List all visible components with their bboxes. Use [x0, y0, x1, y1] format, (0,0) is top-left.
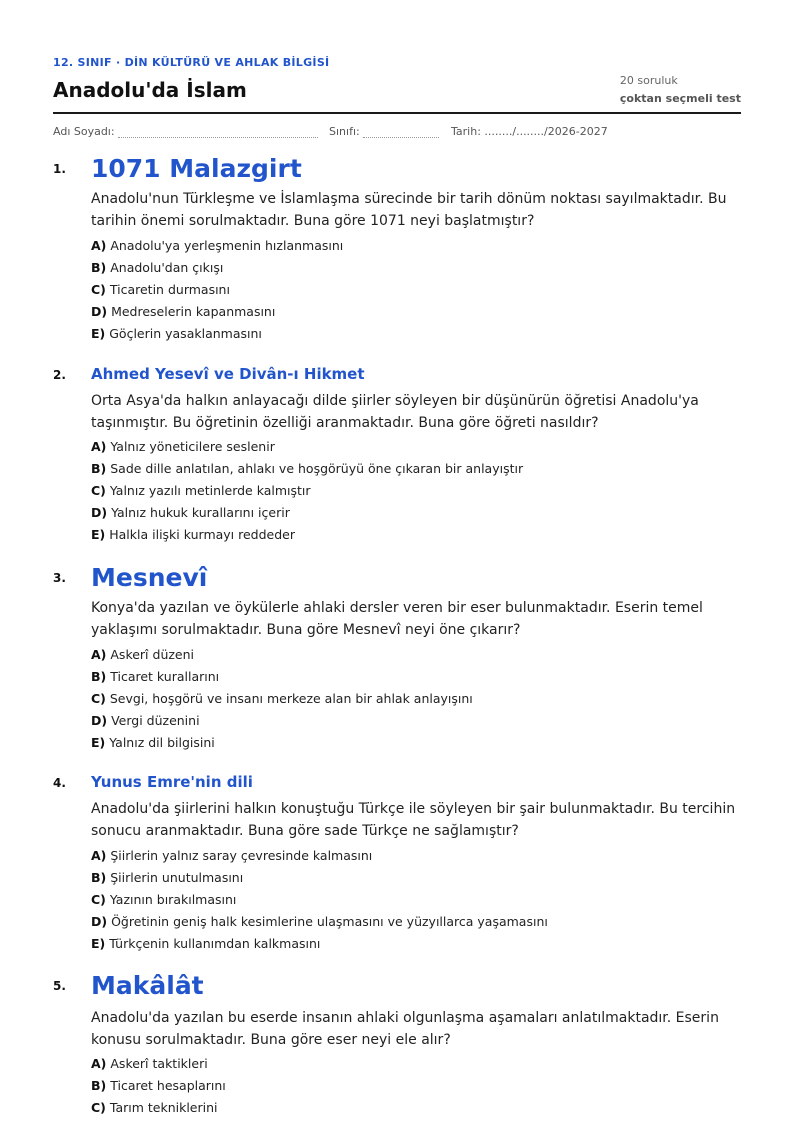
- option-letter: A): [91, 238, 107, 253]
- option-letter: D): [91, 304, 108, 319]
- name-label: Adı Soyadı:: [53, 125, 115, 138]
- option-letter: E): [91, 735, 106, 750]
- option-letter: E): [91, 936, 106, 951]
- option-d[interactable]: [91, 301, 343, 323]
- option-a[interactable]: [91, 235, 343, 257]
- class-dots: [363, 126, 439, 138]
- question-text: Konya'da yazılan ve öykülerle ahlaki dersler veren bir eser bulunmaktadır. Eserin temel yaklaşımı sorulmaktadır. Buna göre Mesnevî neyi öne çıkarır?: [91, 600, 703, 638]
- option-text: Öğretinin geniş halk kesimlerine ulaşmasını ve yüzyıllarca yaşamasını: [111, 914, 548, 929]
- name-field[interactable]: [53, 125, 318, 138]
- option-letter: B): [91, 461, 107, 476]
- option-text: Yalnız yöneticilere seslenir: [110, 439, 275, 454]
- question-title: Yunus Emre'nin dili: [91, 773, 253, 791]
- option-letter: C): [91, 282, 106, 297]
- option-letter: B): [91, 870, 107, 885]
- option-letter: D): [91, 505, 108, 520]
- question-number: 5.: [53, 979, 66, 993]
- option-text: Türkçenin kullanımdan kalkmasını: [109, 936, 321, 951]
- option-text: Yazının bırakılmasını: [109, 892, 237, 907]
- question-text: Orta Asya'da halkın anlayacağı dilde şiirler söyleyen bir düşünürün öğretisi Anadolu'ya taşınmıştır. Bu öğretinin özelliği aranmaktadır. Buna göre öğreti nasıldır?: [91, 393, 699, 431]
- option-a[interactable]: [91, 436, 523, 458]
- option-c[interactable]: [91, 688, 473, 710]
- worksheet-header: [53, 0, 741, 114]
- question-text: Anadolu'da yazılan bu eserde insanın ahlaki olgunlaşma aşamaları anlatılmaktadır. Eserin konusu sorulmaktadır. Buna göre eser neyi ele alır?: [91, 1010, 719, 1048]
- option-text: Sade dille anlatılan, ahlakı ve hoşgörüyü öne çıkaran bir anlayıştır: [110, 461, 524, 476]
- question-number: 3.: [53, 571, 66, 585]
- class-field[interactable]: [329, 125, 439, 138]
- option-letter: A): [91, 647, 107, 662]
- option-a[interactable]: [91, 644, 473, 666]
- option-letter: C): [91, 483, 106, 498]
- question-title: 1071 Malazgirt: [91, 154, 302, 183]
- option-text: Anadolu'dan çıkışı: [110, 260, 224, 275]
- option-list: [91, 436, 523, 546]
- page-title: Anadolu'da İslam: [53, 78, 247, 102]
- option-text: Halkla ilişki kurmayı reddeder: [109, 527, 295, 542]
- date-field[interactable]: Tarih: ......../......../2026-2027: [451, 125, 608, 138]
- option-list: [91, 845, 548, 955]
- option-text: Tarım tekniklerini: [109, 1100, 218, 1115]
- option-letter: E): [91, 527, 106, 542]
- option-b[interactable]: [91, 257, 343, 279]
- option-letter: A): [91, 439, 107, 454]
- option-letter: E): [91, 326, 106, 341]
- option-letter: B): [91, 669, 107, 684]
- question-number: 1.: [53, 162, 66, 176]
- option-list: [91, 644, 473, 754]
- option-b[interactable]: [91, 458, 523, 480]
- option-text: Şiirlerin yalnız saray çevresinde kalmasını: [110, 848, 373, 863]
- option-text: Yalnız hukuk kurallarını içerir: [111, 505, 290, 520]
- question-text: Anadolu'nun Türkleşme ve İslamlaşma sürecinde bir tarih dönüm noktası sayılmaktadır. Bu tarihin önemi sorulmaktadır. Buna göre 1071 neyi başlatmıştır?: [91, 191, 727, 229]
- option-letter: B): [91, 260, 107, 275]
- option-text: Askerî düzeni: [110, 647, 195, 662]
- option-e[interactable]: [91, 323, 343, 345]
- test-meta: [620, 72, 741, 108]
- option-c[interactable]: [91, 1097, 226, 1119]
- option-letter: D): [91, 713, 108, 728]
- option-text: Vergi düzenini: [111, 713, 200, 728]
- option-b[interactable]: [91, 867, 548, 889]
- question-count: 20 soruluk: [619, 74, 678, 87]
- option-list: [91, 235, 343, 345]
- option-letter: C): [91, 892, 106, 907]
- option-list: [91, 1053, 226, 1119]
- option-letter: C): [91, 691, 106, 706]
- question-text: Anadolu'da şiirlerini halkın konuştuğu Türkçe ile söyleyen bir şair bulunmaktadır. Bu tercihin sonucu aranmaktadır. Buna göre sade Türkçe ne sağlamıştır?: [91, 801, 736, 839]
- option-text: Ticaret kurallarını: [110, 669, 220, 684]
- option-text: Sevgi, hoşgörü ve insanı merkeze alan bir ahlak anlayışını: [109, 691, 473, 706]
- option-a[interactable]: [91, 1053, 226, 1075]
- question-title: Mesnevî: [91, 563, 208, 592]
- option-c[interactable]: [91, 480, 523, 502]
- option-text: Yalnız yazılı metinlerde kalmıştır: [109, 483, 311, 498]
- name-dots: [118, 126, 318, 138]
- option-e[interactable]: [91, 524, 523, 546]
- option-text: Ticaretin durmasını: [109, 282, 230, 297]
- option-text: Ticaret hesaplarını: [110, 1078, 226, 1093]
- option-text: Anadolu'ya yerleşmenin hızlanmasını: [110, 238, 344, 253]
- subject-label: 12. SINIF · DİN KÜLTÜRÜ VE AHLAK BİLGİSİ: [53, 56, 330, 69]
- class-label: Sınıfı:: [329, 125, 360, 138]
- option-text: Göçlerin yasaklanmasını: [109, 326, 262, 341]
- option-b[interactable]: [91, 1075, 226, 1097]
- test-type: çoktan seçmeli test: [619, 92, 741, 105]
- option-d[interactable]: [91, 502, 523, 524]
- option-letter: D): [91, 914, 108, 929]
- option-e[interactable]: [91, 732, 473, 754]
- option-letter: C): [91, 1100, 106, 1115]
- option-text: Yalnız dil bilgisini: [109, 735, 215, 750]
- worksheet-page: [53, 0, 741, 1115]
- question-number: 2.: [53, 368, 66, 382]
- option-text: Medreselerin kapanmasını: [111, 304, 276, 319]
- option-letter: A): [91, 848, 107, 863]
- option-e[interactable]: [91, 933, 548, 955]
- option-text: Askerî taktikleri: [110, 1056, 208, 1071]
- option-letter: B): [91, 1078, 107, 1093]
- option-d[interactable]: [91, 911, 548, 933]
- question-number: 4.: [53, 776, 66, 790]
- option-b[interactable]: [91, 666, 473, 688]
- question-title: Makâlât: [91, 971, 204, 1000]
- question-title: Ahmed Yesevî ve Divân-ı Hikmet: [91, 365, 365, 383]
- option-c[interactable]: [91, 889, 548, 911]
- option-d[interactable]: [91, 710, 473, 732]
- option-c[interactable]: [91, 279, 343, 301]
- option-letter: A): [91, 1056, 107, 1071]
- option-a[interactable]: [91, 845, 548, 867]
- option-text: Şiirlerin unutulmasını: [110, 870, 244, 885]
